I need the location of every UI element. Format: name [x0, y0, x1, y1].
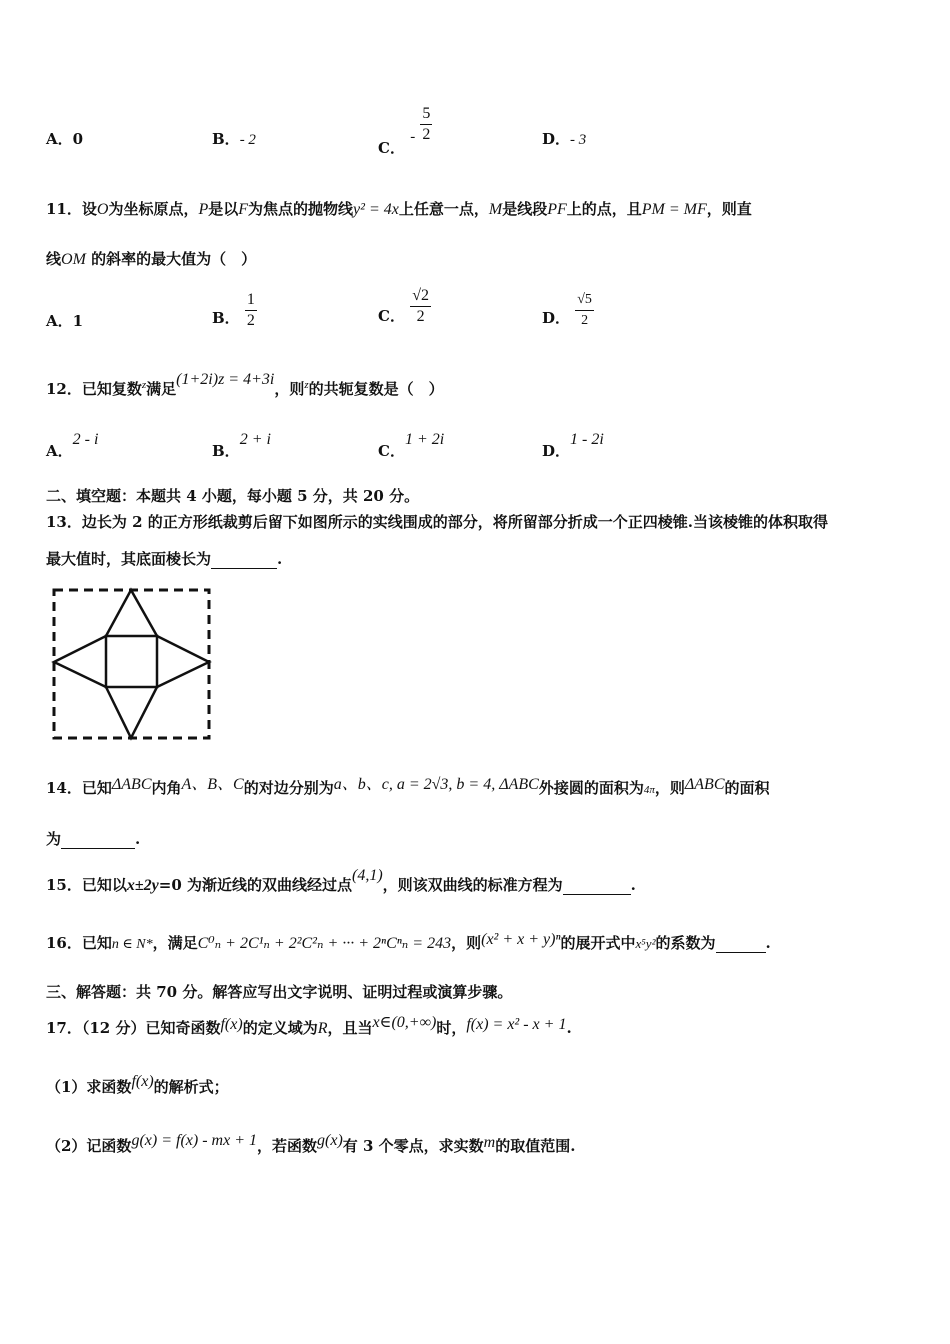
q12-option-a: A．2 - i: [46, 431, 99, 460]
q11-option-b: B． $\frac{1}{2}$: [212, 291, 255, 329]
q14-stem-line2: 为 .: [46, 830, 141, 848]
q11-option-d: D． $\frac{√5}{2}$: [542, 290, 594, 331]
q17-part2: （2）记函数g(x) = f(x) - mx + 1，若函数g(x)有 3 个零点，求实数m的取值范围.: [46, 1132, 576, 1155]
q11-option-d-fraction: $\frac{√5}{2}$: [577, 292, 592, 328]
q11-option-b-fraction: $\frac{1}{2}$: [246, 291, 255, 329]
q16-answer-blank: [716, 938, 766, 953]
q12-option-b: B．2 + i: [212, 431, 271, 460]
q12-option-c: C．1 + 2i: [378, 431, 445, 460]
q12-option-d: D．1 - 2i: [542, 431, 604, 460]
q13-figure-right-triangle: [157, 636, 209, 687]
q11-option-c-fraction: $\frac{√2}{2}$: [412, 287, 429, 325]
q10-option-c: C． - $\frac{5}{2}$: [378, 105, 431, 157]
q10-option-b: B．- 2: [212, 130, 256, 148]
q13-figure-bottom-triangle: [106, 687, 157, 738]
q17-part1: （1）求函数f(x)的解析式；: [46, 1073, 229, 1096]
q11-option-c: C． $\frac{√2}{2}$: [378, 287, 429, 325]
q11-option-a: A．1: [46, 312, 84, 330]
q11-stem-line1: 11．设O为坐标原点，P是以F为焦点的抛物线y² = 4x上任意一点，M是线段PF上的点，且PM = MF，则直: [46, 200, 752, 218]
q13-figure-dashed-square: [54, 590, 209, 738]
q10-option-a-value: 0: [72, 130, 84, 148]
q10-option-a: A．0: [46, 130, 84, 148]
q16-stem: 16．已知n ∈ N*，满足C⁰ₙ + 2C¹ₙ + 2²C²ₙ + ··· + 2ⁿCⁿₙ = 243，则(x² + x + y)ⁿ的展开式中x⁵y²的系数为 .: [46, 931, 771, 952]
q13-figure-inner-square: [106, 636, 157, 687]
q13-figure: [46, 584, 216, 744]
q10-option-d: D．- 3: [542, 130, 587, 148]
q14-answer-blank: [61, 834, 135, 849]
q13-answer-blank: [211, 554, 277, 569]
q14-stem-line1: 14．已知ΔABC内角A、B、C的对边分别为a、b、c, a = 2√3, b = 4, ΔABC外接圆的面积为4π，则ΔABC的面积: [46, 776, 770, 797]
q10-option-b-value: - 2: [239, 132, 256, 148]
q17-stem: 17．（12 分）已知奇函数f(x)的定义域为R，且当x∈(0,+∞)时，f(x) = x² - x + 1.: [46, 1014, 572, 1037]
q12-stem: 12．已知复数$^z$满足(1+2i)z = 4+3i，则$^z$的共轭复数是（ ）: [46, 371, 444, 398]
q10-option-c-fraction: $\frac{5}{2}$: [422, 105, 431, 143]
q13-stem-line2: 最大值时，其底面棱长为 .: [46, 550, 283, 568]
q13-stem-line1: 13．边长为 2 的正方形纸裁剪后留下如图所示的实线围成的部分，将所留部分折成一个正四棱锥.当该棱锥的体积取得: [46, 513, 828, 531]
section-fill-in-title: 二、填空题：本题共 4 小题，每小题 5 分，共 20 分。: [46, 487, 420, 505]
q13-figure-top-triangle: [106, 590, 157, 636]
q15-stem: 15．已知以x±2y=0 为渐近线的双曲线经过点(4,1)，则该双曲线的标准方程为 .: [46, 867, 636, 894]
section-solution-title: 三、解答题：共 70 分。解答应写出文字说明、证明过程或演算步骤。: [46, 983, 513, 1001]
q15-answer-blank: [563, 880, 631, 895]
q13-figure-left-triangle: [54, 636, 106, 687]
q11-stem-line2: 线OM 的斜率的最大值为（ ）: [46, 250, 257, 268]
q10-option-d-value: - 3: [570, 132, 587, 148]
